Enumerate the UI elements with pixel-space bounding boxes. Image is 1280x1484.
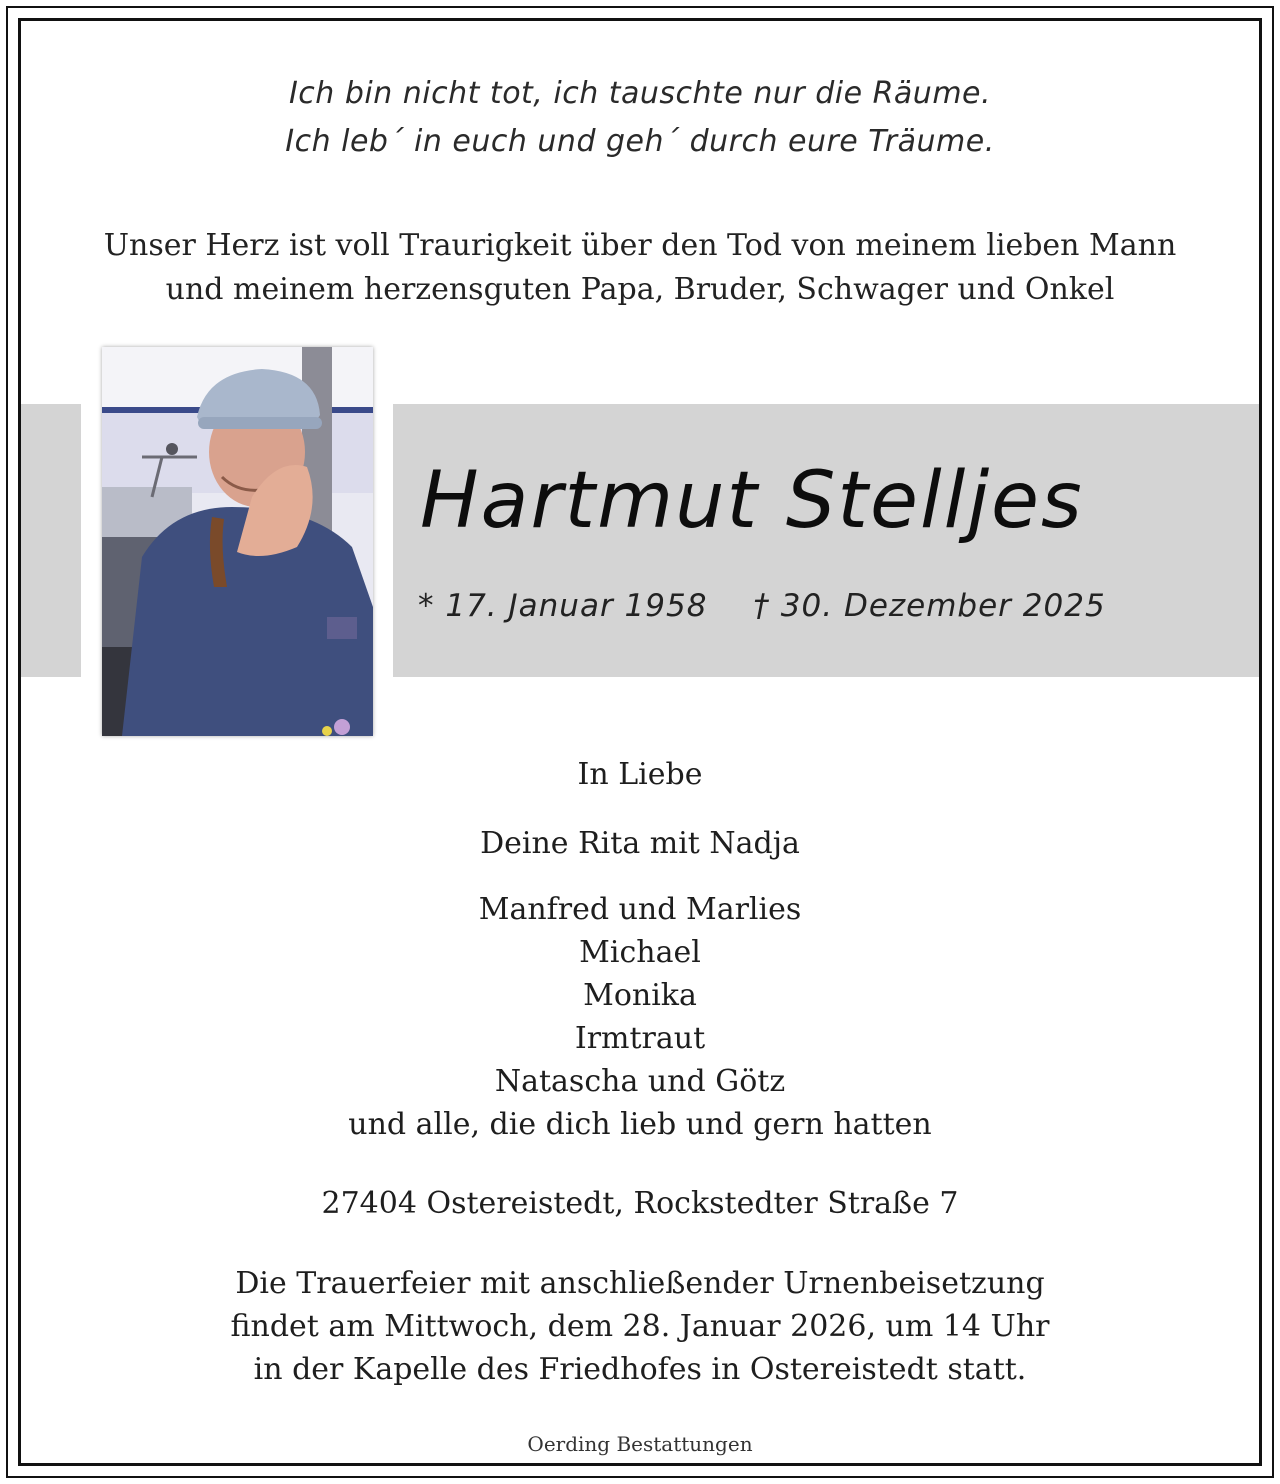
ceremony-line-3: in der Kapelle des Friedhofes in Ostereistedt statt. [253,1352,1027,1387]
relative-line: Michael [579,935,701,970]
life-dates [418,588,1106,624]
ceremony-line-2: findet am Mittwoch, dem 28. Januar 2026, um 14 Uhr [230,1309,1050,1344]
undertaker: Oerding Bestattungen [527,1432,753,1456]
gray-band-left [21,404,81,677]
relative-line: Natascha und Götz [494,1064,786,1099]
intro-line-1: Unser Herz ist voll Traurigkeit über den Tod von meinem lieben Mann [103,228,1177,263]
death-date: † 30. Dezember 2025 [753,588,1106,624]
ceremony-line-1: Die Trauerfeier mit anschließender Urnenbeisetzung [235,1266,1045,1301]
relative-line: und alle, die dich lieb und gern hatten [348,1107,932,1142]
in-love-line: In Liebe [577,757,703,792]
deceased-name: Hartmut Stelljes [420,456,1084,546]
relative-line: Monika [583,978,697,1013]
address: 27404 Ostereistedt, Rockstedter Straße 7 [321,1186,959,1221]
family-line: Deine Rita mit Nadja [480,826,800,861]
portrait-photo [102,347,373,736]
poem-line-2: Ich leb´ in euch und geh´ durch eure Träume. [285,124,995,159]
relative-line: Manfred und Marlies [478,892,802,927]
relative-line: Irmtraut [574,1021,706,1056]
birth-date: * 17. Januar 1958 [418,588,708,624]
intro-line-2: und meinem herzensguten Papa, Bruder, Schwager und Onkel [165,272,1115,307]
poem-line-1: Ich bin nicht tot, ich tauschte nur die Räume. [288,76,992,111]
